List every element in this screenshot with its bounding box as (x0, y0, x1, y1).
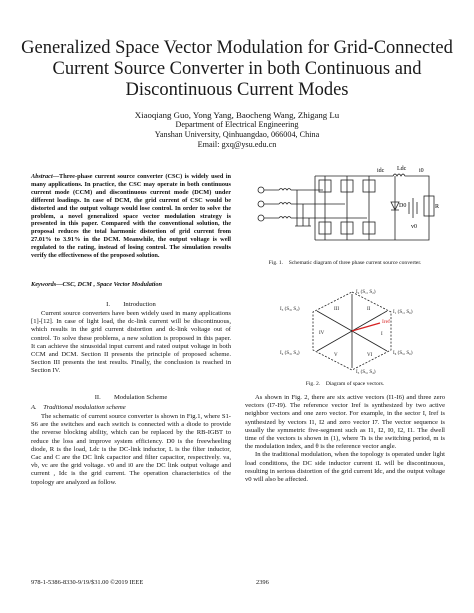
label-sector-5: V (334, 353, 338, 358)
figure-1-caption: Fig. 1. Schematic diagram of three phase current source converter. (268, 260, 422, 266)
section-2a-paragraph: The schematic of current source converter is shown in Fig.1, where S1-S6 are the switches and each switch is connected with a diode to provide the reverse blocking ability, which can be replaced by the RB-IGBT to reduce the loss and improve system efficiency. D0 is the freewheeling diode, R is the load, Ldc is the DC-link inductor, L is the filter inductor, Cac and C are the DC link capacitor and filter capacitor, respectively. va, vb, vc are the grid voltage. v0 and i0 are the DC link output voltage and current , Idc is the grid current. The operation characteristics of the topology are analyzed as follow. (31, 413, 231, 486)
section-1-heading (31, 301, 231, 309)
label-i2: I₂ (S₁, S₂) (356, 290, 376, 295)
label-i6: I₆ (S₅, S₆) (393, 351, 413, 356)
label-idc: idc (377, 168, 385, 174)
label-ldc: Ldc (397, 166, 407, 172)
label-i1: I₁ (S₁, S₆) (393, 310, 413, 315)
section-2a-heading (31, 404, 231, 412)
section-1-paragraph: Current source converters have been widely used in many applications [1]-[12]. In case of light load, the dc-link current will be discontinuous, which results in the grid current distortion and dc-link voltage out of control. To solve these problems, a new solution is proposed in this paper. It can achieve the sinusoidal input current and rated output voltage in both CCM and DCM. Section II presents the principle of proposed scheme. Section III presents the test results. Finally, the conclusion is reached in Section IV. (31, 310, 231, 375)
affiliation-department: Department of Electrical Engineering (175, 120, 299, 129)
label-iref: Iref (382, 319, 390, 325)
right-paragraph-2: In the traditional modulation, when the topology is operated under light load conditions, the DC side inductor current iL will be discontinuous, resulting in serious distortion of the grid current Idc, and the output voltage v0 will also be affected. (245, 451, 445, 484)
label-i4: I₄ (S₃, S₄) (280, 351, 300, 356)
affiliation-university: Yanshan University, Qinhuangdao, 066004, China (154, 130, 320, 139)
label-i5: I₅ (S₅, S₄) (356, 370, 376, 374)
paper-title: Generalized Space Vector Modulation for Grid-Connected Current Source Converter in both Continuous and Discontinuous Current Modes (21, 38, 453, 100)
right-paragraph-1: As shown in Fig. 2, there are six active vectors (I1-I6) and three zero vectors (I7-I9). The reference vector Iref is synthesized by two active neighbor vectors and one zero vector. For example, in the sector I, Iref is synthesized by vectors I1, I2 and zero vector I7. The vector sequence is usually the symmetric five-segment such as I1, I2, I0, I2, I1. The dwell time of the vectors is shown in (1), where Ts is the switching period, m is the modulation index, and θ is the reference vector angle. (245, 394, 445, 451)
section-2a-body (31, 413, 231, 487)
author-email: Email: gxq@ysu.edu.cn (197, 140, 277, 149)
label-r: R (435, 204, 440, 210)
label-d0: D0 (399, 203, 407, 209)
author-names: Xiaoqiang Guo, Yong Yang, Baocheng Wang, Zhigang Lu (134, 110, 340, 120)
section-2-heading (31, 394, 231, 402)
section-1-body (31, 310, 231, 376)
keywords: Keywords—CSC, DCM , Space Vector Modulation (31, 281, 163, 288)
section-1-title: I. Introduction (106, 301, 156, 308)
label-sector-4: IV (319, 331, 325, 336)
label-v0: v0 (411, 224, 417, 230)
figure-2-space-vector-diagram (272, 286, 432, 374)
figure-2-caption: Fig. 2. Diagram of space vectors. (305, 381, 385, 387)
label-sector-6: VI (367, 353, 373, 358)
footer-copyright: 978-1-5386-8330-9/19/$31.00 ©2019 IEEE (31, 579, 144, 586)
abstract-lead: Abstract (31, 173, 53, 180)
label-i3: I₃ (S₃, S₂) (280, 307, 300, 312)
label-i0: i0 (419, 168, 424, 174)
abstract (31, 173, 231, 260)
section-2a-title: A. Traditional modulation scheme (31, 404, 126, 411)
right-column-body (245, 394, 445, 484)
abstract-text: —Three-phase current source converter (CSC) is widely used in many applications. In practice, the CSC may operate in both continuous current mode (CCM) and discontinuous current mode (DCM) under different loadings. In case of DCM, the grid current of CSC would be distorted and the output voltage would lose control. In order to solve the problem, a novel generalized space vector modulation strategy is presented in this paper. Compared with the conventional solution, the proposal reduces the total harmonic distortion of grid current from 27.01% to 3.91% in the DCM. Meanwhile, the output voltage is well regulated to the rating, instead of losing control. The simulation results verify the effectiveness of the proposed solution. (31, 173, 231, 260)
figure-1-circuit-diagram (253, 158, 443, 256)
label-sector-3: III (334, 307, 339, 312)
label-sector-1: I (381, 332, 383, 337)
label-sector-2: II (367, 307, 371, 312)
footer-page-number: 2396 (256, 579, 269, 586)
author-block (100, 110, 374, 150)
section-2-title: II. Modulation Scheme (94, 394, 168, 401)
